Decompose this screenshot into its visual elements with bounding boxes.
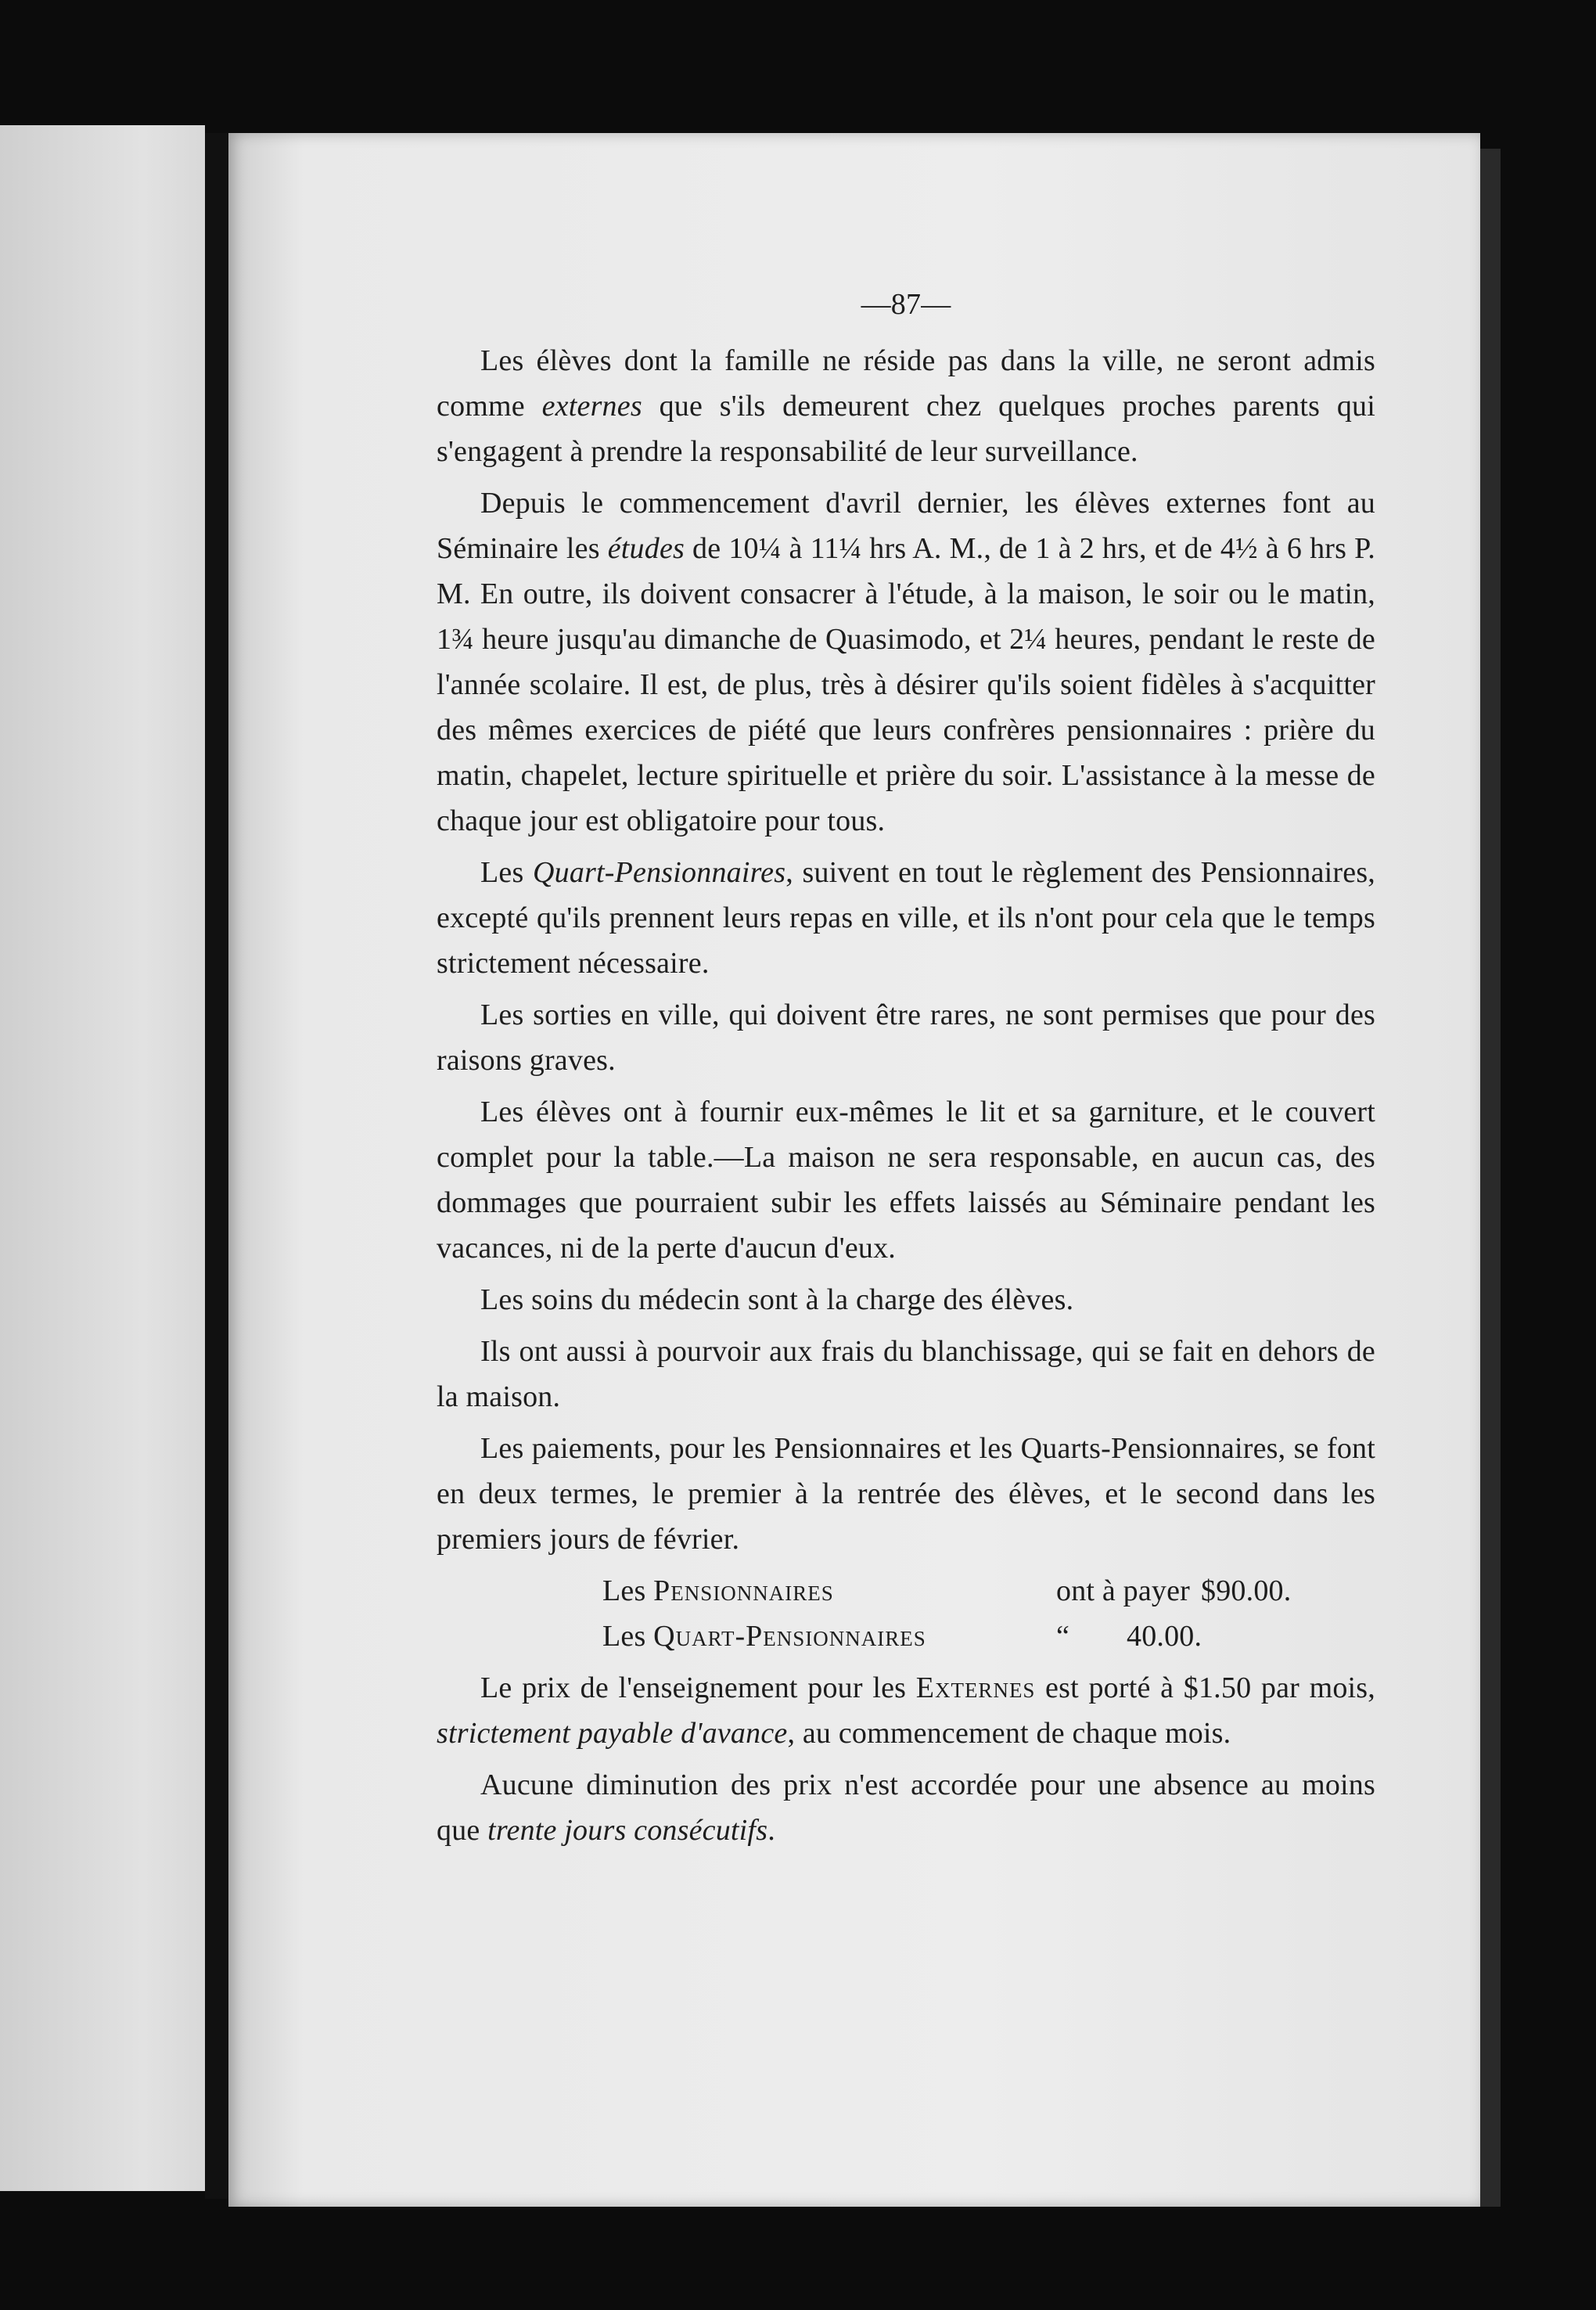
fee-row [602,1614,1375,1659]
text-run: Aucune diminution des prix n'est accordée pour une absence au moins que [437,1768,1375,1847]
paragraph-sorties: Les sorties en ville, qui doivent être rares, ne sont permises que pour des raisons graves. [437,998,1375,1077]
paragraph-quart-pensionnaires [437,850,1375,986]
text-run: est porté à $1.50 par mois, [1035,1671,1376,1704]
text-run: , au commencement de chaque mois. [787,1717,1231,1750]
text-run: Les élèves dont la famille ne réside pas dans la ville, ne seront admis comme [437,344,1375,423]
fee-row [602,1568,1375,1614]
fee-prefix: Les [602,1574,654,1607]
text-run: Les [480,856,533,889]
fee-category-name: Quart-Pensionnaires [653,1620,926,1653]
book-gutter [205,133,228,2199]
fee-category-name: Pensionnaires [653,1574,834,1607]
fee-category [602,1614,1056,1659]
text-run: Depuis le commencement d'avril dernier, les élèves externes font au Séminaire les [437,487,1375,565]
fee-qualifier: ont à payer [1056,1574,1191,1607]
fee-qualifier: “ [1056,1620,1070,1653]
fee-prefix: Les [602,1620,654,1653]
facing-page-edge [0,125,205,2191]
text-run: de 10¼ à 11¼ hrs A. M., de 1 à 2 hrs, et de 4½ à 6 hrs P. M. En outre, ils doivent consacrer à l'étude, à la maison, le soir ou le matin, 1¾ heure jusqu'au dimanche de Quasimodo, et 2¼ heures, pendant le reste de l'année scolaire. Il est, de plus, très à désirer qu'ils soient fidèles à s'acquitter des mêmes exercices de piété que leurs confrères pensionnaires : prière du matin, chapelet, lecture spirituelle et prière du soir. L'assistance à la messe de chaque jour est obligatoire pour tous. [437,532,1375,837]
paragraph-medecin: Les soins du médecin sont à la charge des élèves. [480,1283,1074,1316]
emphasis: études [607,532,685,565]
fee-table [437,1568,1375,1659]
small-caps-term: Externes [915,1671,1036,1704]
paragraph-paiements: Les paiements, pour les Pensionnaires et les Quarts-Pensionnaires, se font en deux termes, le premier à la rentrée des élèves, et le second dans les premiers jours de février. [437,1432,1375,1556]
emphasis: strictement payable d'avance [437,1717,788,1750]
page-number: —87— [861,288,951,321]
text-run: Le prix de l'enseignement pour les [480,1671,916,1704]
paragraph-diminution [437,1762,1375,1853]
paragraph-externes [437,338,1375,474]
fee-category [602,1568,1056,1614]
page-edge-shadow [1480,149,1501,2207]
text-run: . [767,1814,775,1847]
emphasis: externes [541,390,642,423]
fee-amount: $90.00. [1201,1574,1292,1607]
emphasis: trente jours consécutifs [487,1814,768,1847]
paragraph-prix-externes [437,1665,1375,1756]
fee-amount: 40.00. [1127,1620,1202,1653]
paragraph-blanchissage: Ils ont aussi à pourvoir aux frais du blanchissage, qui se fait en dehors de la maison. [437,1335,1375,1413]
page-text [437,282,1375,1859]
paragraph-lit-garniture: Les élèves ont à fournir eux-mêmes le lit et sa garniture, et le couvert complet pour la table.—La maison ne sera responsable, en aucun cas, des dommages que pourraient subir les effets laissés au Séminaire pendant les vacances, ni de la perte d'aucun d'eux. [437,1096,1375,1265]
emphasis: Quart-Pensionnaires [532,856,786,889]
text-run: , suivent en tout le règlement des Pensionnaires, excepté qu'ils prennent leurs repas en ville, et ils n'ont pour cela que le temps strictement nécessaire. [437,856,1376,980]
paragraph-etudes [437,480,1375,844]
text-run: que s'ils demeurent chez quelques proches parents qui s'engagent à prendre la responsabilité de leur surveillance. [437,390,1375,468]
